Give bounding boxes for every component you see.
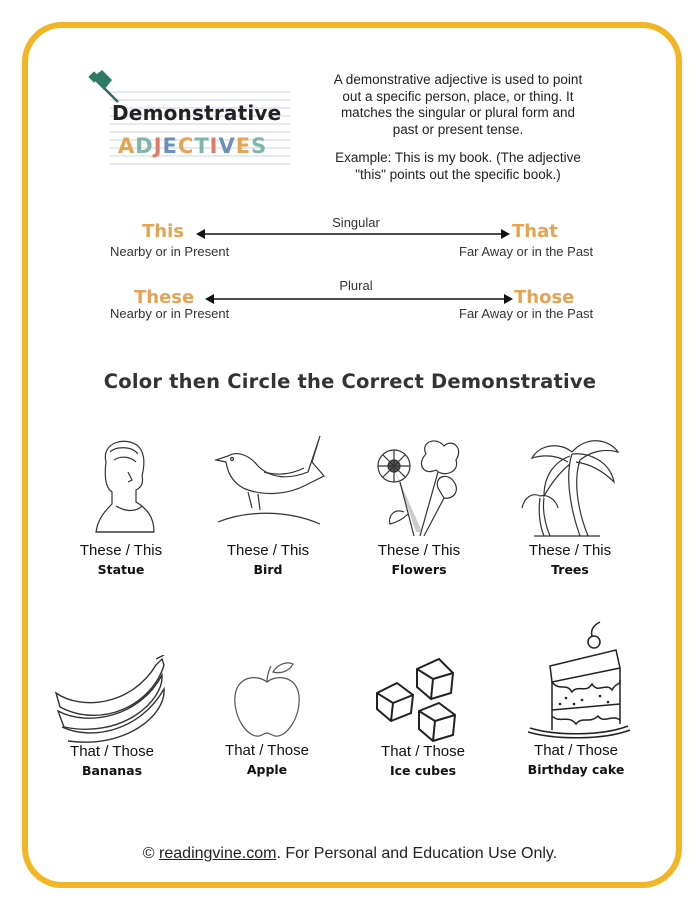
bananas-icon (52, 655, 172, 743)
item-options[interactable]: That / Those (70, 743, 154, 760)
this-word: This (142, 221, 184, 242)
logo-subtitle-letter: S (251, 134, 268, 158)
item-options[interactable]: That / Those (381, 743, 465, 760)
footer-text: . For Personal and Education Use Only. (276, 845, 558, 862)
logo-subtitle-letter: I (209, 134, 219, 158)
plural-arrow (205, 293, 513, 305)
logo-subtitle-letter: A (118, 134, 136, 158)
plural-label: Plural (339, 278, 373, 293)
logo-subtitle-letter: E (162, 134, 178, 158)
item-options[interactable]: That / Those (534, 742, 618, 759)
cake-icon (516, 620, 636, 742)
logo-subtitle-letter: J (153, 134, 163, 158)
item-options[interactable]: That / Those (225, 742, 309, 759)
those-description: Far Away or in the Past (459, 306, 594, 321)
palm-trees-icon (510, 432, 630, 542)
logo-subtitle (118, 134, 267, 158)
statue-icon (76, 432, 166, 542)
item-name: Flowers (391, 562, 447, 577)
item-apple (192, 660, 342, 777)
copyright-symbol: © (142, 845, 155, 862)
item-name: Trees (551, 562, 589, 577)
those-word: Those (514, 287, 575, 308)
item-options[interactable]: These / This (226, 542, 310, 559)
logo-subtitle-letter: D (135, 134, 154, 158)
that-word: That (512, 221, 558, 242)
logo-subtitle-letter: V (218, 134, 236, 158)
these-description: Nearby or in Present (110, 306, 230, 321)
singular-arrow (196, 228, 510, 240)
item-name: Ice cubes (389, 763, 457, 778)
item-flowers (344, 432, 494, 577)
apple-icon (227, 660, 307, 742)
logo-subtitle-letter: E (235, 134, 252, 158)
item-name: Apple (246, 762, 288, 777)
these-word: These (134, 287, 195, 308)
item-bananas (37, 655, 187, 778)
item-name: Birthday cake (527, 762, 625, 777)
singular-label: Singular (332, 215, 380, 230)
this-description: Nearby or in Present (110, 244, 230, 259)
item-options[interactable]: These / This (79, 542, 163, 559)
item-name: Bird (253, 562, 283, 577)
intro-text: A demonstrative adjective is used to point out a specific person, place, or thing. It matches the singular or plural form and past or present tense. Example: This is my book. (The adjective "this" points out the specific book.) (333, 72, 583, 182)
footer (0, 845, 700, 863)
logo-title: Demonstrative (112, 101, 282, 125)
readingvine-link[interactable]: readingvine.com (159, 845, 277, 862)
item-options[interactable]: These / This (528, 542, 612, 559)
item-trees (495, 432, 645, 577)
item-statue (46, 432, 196, 577)
item-name: Bananas (81, 763, 143, 778)
that-description: Far Away or in the Past (459, 244, 594, 259)
logo-subtitle-letter: C (177, 134, 195, 158)
item-name: Statue (97, 562, 145, 577)
section-title: Color then Circle the Correct Demonstrative (103, 370, 597, 393)
item-bird (193, 432, 343, 577)
item-birthday-cake (501, 620, 651, 777)
item-ice-cubes (348, 655, 498, 778)
item-options[interactable]: These / This (377, 542, 461, 559)
flowers-icon (364, 432, 474, 542)
bird-icon (208, 432, 328, 542)
ice-cubes-icon (373, 655, 473, 743)
logo-subtitle-letter: T (194, 134, 210, 158)
